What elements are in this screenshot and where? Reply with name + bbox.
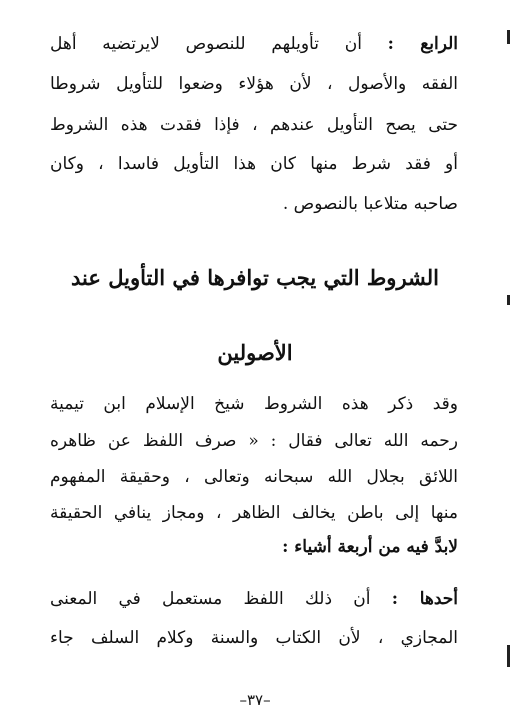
paragraph-1-line-1 [50, 32, 458, 56]
paragraph-1-line-4: أو فقد شرط منها كان هذا التأويل فاسدا ، وكان [50, 154, 458, 174]
paragraph-1-line-2: الفقه والأصول ، لأن هؤلاء وضعوا للتأويل شروطا [50, 74, 458, 94]
paragraph-1-line-3: حتى يصح التأويل عندهم ، فإذا فقدت هذه الشروط [50, 115, 458, 135]
paragraph-3-line-1-text: أن ذلك اللفظ مستعمل في المعنى [50, 589, 371, 609]
paragraph-3-line-1 [50, 587, 458, 611]
paragraph-1-line-1-text: أن تأويلهم للنصوص لايرتضيه أهل [50, 34, 362, 54]
paragraph-3-lead: أحدها : [391, 589, 458, 609]
paragraph-3-line-2: المجازي ، لأن الكتاب والسنة وكلام السلف جاء [50, 628, 458, 648]
paragraph-2-line-1: وقد ذكر هذه الشروط شيخ الإسلام ابن تيمية [50, 394, 458, 414]
paragraph-2-line-5: لابدَّ فيه من أربعة أشياء : [282, 537, 458, 557]
paragraph-2-line-3: اللائق بجلال الله سبحانه وتعالى ، وحقيقة المفهوم [50, 467, 458, 487]
page-number: –٣٧– [239, 691, 271, 709]
paragraph-2-line-4: منها إلى باطن يخالف الظاهر ، ومجاز ينافي الحقيقة [50, 503, 458, 523]
paragraph-1-lead: الرابع : [387, 34, 458, 54]
section-heading-line-2: الأصولين [217, 340, 293, 365]
paragraph-1-line-5: صاحبه متلاعبا بالنصوص . [282, 194, 458, 214]
paragraph-2-line-2: رحمه الله تعالى فقال : « صرف اللفظ عن ظاهره [50, 431, 458, 451]
section-heading-line-1: الشروط التي يجب توافرها في التأويل عند [71, 265, 439, 290]
